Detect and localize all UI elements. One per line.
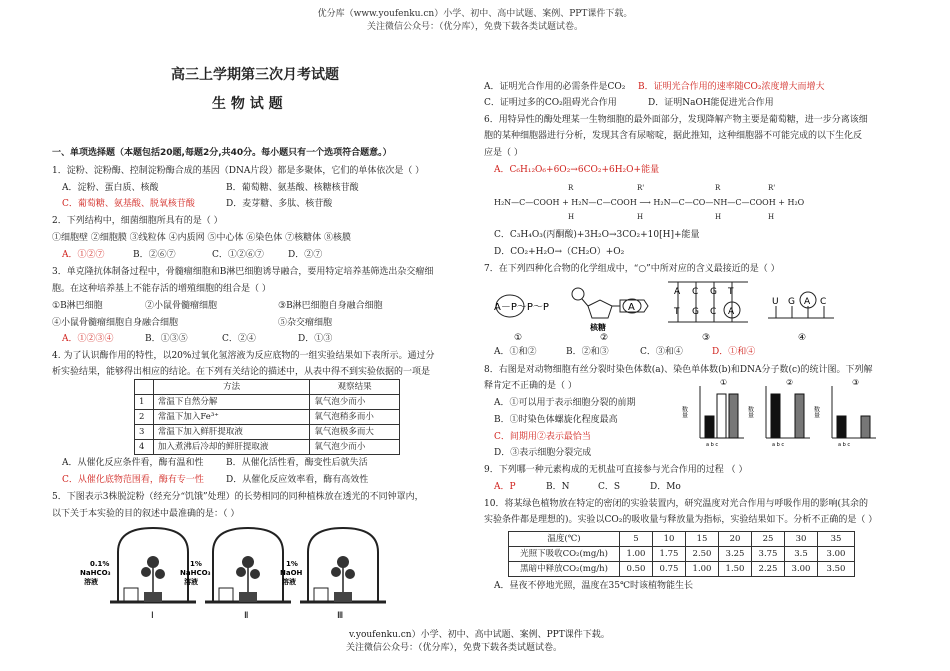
q10-r2-4: 1.50 [719, 562, 752, 577]
q6-r-prod-left: R [715, 184, 721, 192]
q8-bar-1-c [729, 394, 738, 438]
bell-jar-1 [110, 528, 196, 602]
q9-option-b: B．N [546, 482, 570, 492]
q5-option-b: B．证明光合作用的速率随CO₂浓度增大而增大 [638, 82, 825, 92]
bell-jar-2 [205, 528, 291, 602]
q10-r2-0: 黑暗中释放CO₂(mg/h) [509, 562, 620, 577]
q3-item-1: ①B淋巴细胞 [52, 301, 103, 311]
q1-option-b: B．葡萄糖、氨基酸、核糖核苷酸 [226, 183, 359, 193]
page-subtitle: 生 物 试 题 [212, 96, 283, 112]
q7-stem: 7．在下列四种化合物的化学组成中，“○”中所对应的含义最接近的是（ ） [484, 264, 780, 274]
jar3-numeral: Ⅲ [337, 611, 344, 621]
q7-fig3-bottom-4: A [728, 307, 735, 317]
q5-bell-jar-figure [78, 522, 408, 622]
jar2-label-1: 1% [190, 560, 202, 568]
q7-label-4: ④ [798, 333, 807, 343]
q6-h-prod-left: H [715, 213, 722, 221]
q8-stem-2: 释肯定不正确的是（ ） [484, 381, 577, 391]
q10-h-6: 30 [785, 532, 818, 547]
q3-option-b: B．①③⑤ [145, 334, 188, 344]
q8-panel-2 [747, 378, 811, 448]
q8-panel-3 [813, 378, 877, 448]
q9-option-d: D．Mo [650, 482, 681, 492]
q3-stem-2: 胞。在这种培养基上不能存活的增殖细胞的组合是（ ） [52, 284, 271, 294]
q1-option-a: A．淀粉、蛋白质、核酸 [62, 183, 159, 193]
q10-r1-0: 光照下吸收CO₂(mg/h) [509, 547, 620, 562]
q4-option-b: B．从催化活性看，酶变性后就失活 [226, 458, 368, 468]
q4-row3-no: 3 [135, 425, 154, 440]
q7-fig3-top-2: C [692, 287, 699, 297]
q7-option-c: C．③和④ [640, 347, 683, 357]
jar1-numeral: Ⅰ [151, 611, 154, 621]
q7-fig2-base: A [628, 302, 635, 313]
q2-stem: 2．下列结构中，细菌细胞所具有的是（ ） [52, 216, 223, 226]
q10-r2-6: 3.00 [785, 562, 818, 577]
q8-bar-3-a [837, 416, 846, 438]
q4-row4-no: 4 [135, 440, 154, 455]
q6-stem-2: 胞的某种细胞器进行分析，发现其含有尿嘧啶，据此推知，这种细胞器不可能完成的以下生化反 [484, 131, 863, 141]
q7-fig3-top-3: G [710, 287, 717, 297]
q10-h-2: 10 [653, 532, 686, 547]
q4-row3-result: 氧气泡极多而大 [310, 425, 400, 440]
q10-h-7: 35 [818, 532, 855, 547]
q10-r1-7: 3.00 [818, 547, 855, 562]
q10-r2-7: 3.50 [818, 562, 855, 577]
q7-compound-figure [484, 278, 844, 346]
q8-ylabel-2: 数量 [746, 406, 754, 418]
q8-bar-1-b [717, 394, 726, 438]
header-line-2: 关注微信公众号：（优分库），免费下载各类试题试卷。 [366, 22, 583, 32]
q4-stem-1: 4. 为了认识酶作用的特性，以20%过氧化氢溶液为反应底物的一组实验结果如下表所示。通过分 [52, 351, 435, 361]
q8-xlabel-1: a b c [706, 442, 719, 448]
q8-option-d: D．③表示细胞分裂完成 [494, 448, 592, 458]
q10-r2-3: 1.00 [686, 562, 719, 577]
q8-panel-label-1: ① [720, 378, 728, 387]
q8-panel-label-3: ③ [852, 378, 860, 387]
q10-r2-2: 0.75 [653, 562, 686, 577]
jar1-label-2: NaHCO₃ [80, 569, 111, 577]
q4-row3-method: 常温下加入鲜肝提取液 [153, 425, 309, 440]
q6-option-c: C．C₃H₄O₃(丙酮酸)+3H₂O→3CO₂+10[H]+能量 [494, 230, 700, 240]
q9-option-a: A．P [494, 482, 516, 492]
q7-fig3-top-1: A [674, 287, 681, 297]
q10-r1-5: 3.75 [752, 547, 785, 562]
page-title: 高三上学期第三次月考试题 [171, 67, 339, 83]
q7-fig4-3: A [804, 297, 811, 307]
q8-panel-label-2: ② [786, 378, 794, 387]
q9-option-c: C．S [598, 482, 621, 492]
jar1-label-1: 0.1% [90, 560, 110, 568]
q7-option-b: B．②和③ [566, 347, 609, 357]
q7-fig1-atp [494, 295, 549, 317]
q4-row4-method: 加入煮沸后冷却的鲜肝提取液 [153, 440, 309, 455]
jar2-numeral: Ⅱ [244, 611, 249, 621]
q4-row4-result: 氧气泡少而小 [310, 440, 400, 455]
q2-option-d: D．②⑦ [288, 250, 323, 260]
q5-option-a: A．证明光合作用的必需条件是CO₂ [484, 82, 626, 92]
q3-item-3: ③B淋巴细胞自身融合细胞 [278, 301, 383, 311]
q6-r-left: R [568, 184, 574, 192]
footer-line-1: v.youfenku.cn）小学、初中、高中试题、案例、PPT课件下载。 [349, 630, 610, 640]
q10-r2-5: 2.25 [752, 562, 785, 577]
q6-r-prod-right: R' [768, 184, 776, 192]
q3-option-c: C．②④ [222, 334, 256, 344]
q8-ylabel-1: 数量 [680, 406, 688, 418]
q10-h-5: 25 [752, 532, 785, 547]
q2-items: ①细胞壁 ②细胞膜 ③线粒体 ④内质网 ⑤中心体 ⑥染色体 ⑦核糖体 ⑧核膜 [52, 233, 352, 243]
q9-stem: 9．下列哪一种元素构成的无机盐可直接参与光合作用的过程 （ ） [484, 465, 748, 475]
q3-stem-1: 3．单克隆抗体制备过程中，骨髓瘤细胞和B淋巴细胞诱导融合，要用特定培养基筛选出杂交瘤细 [52, 267, 434, 277]
q8-ylabel-3: 数量 [812, 406, 820, 418]
q2-option-a: A．①②⑦ [62, 250, 105, 260]
header-line-1: 优分库（www.youfenku.cn）小学、初中、高中试题、案例、PPT课件下载。 [317, 9, 633, 19]
q4-row2-method: 常温下加入Fe³⁺ [153, 410, 309, 425]
q10-table [508, 531, 855, 577]
q6-h-right: H [637, 213, 644, 221]
q10-h-0: 温度(℃) [509, 532, 620, 547]
jar2-label-2: NaHCO₃ [180, 569, 211, 577]
q10-h-4: 20 [719, 532, 752, 547]
q4-row1-method: 常温下自然分解 [153, 395, 309, 410]
q8-option-c: C．间期用②表示最恰当 [494, 432, 591, 442]
q7-option-d: D．①和④ [712, 347, 756, 357]
q5-stem-1: 5．下图表示3株脱淀粉（经充分“饥饿”处理）的长势相同的同种植株放在透光的不同钟罩内， [52, 492, 424, 502]
q8-bar-charts [680, 376, 880, 456]
q3-item-5: ⑤杂交瘤细胞 [278, 318, 333, 328]
q7-fig3-top-4: T [728, 287, 734, 297]
q10-h-1: 5 [620, 532, 653, 547]
q10-stem-1: 10．将某绿色植物放在特定的密闭的实验装置内，研究温度对光合作用与呼吸作用的影响(其余的 [484, 499, 868, 509]
q2-option-c: C．①②⑥⑦ [212, 250, 264, 260]
q7-fig2-label: 核糖 [590, 323, 606, 332]
bell-jar-3 [300, 528, 386, 602]
q7-fig3-bottom-1: T [674, 307, 680, 317]
q6-stem-1: 6．用特异性的酶处理某一生物细胞的最外面部分，发现降解产物主要是葡萄糖，进一步分离该细 [484, 115, 868, 125]
q6-h-prod-right: H [768, 213, 775, 221]
q8-stem-1: 8．右图是对动物细胞有丝分裂时染色体数(a)、染色单体数(b)和DNA分子数(c)的统计图。下列解 [484, 365, 873, 375]
q10-r1-6: 3.5 [785, 547, 818, 562]
q6-r-right: R' [637, 184, 645, 192]
q5-stem-2: 以下关于本实验的目的叙述中最准确的是：（ ） [52, 509, 240, 519]
q10-h-3: 15 [686, 532, 719, 547]
q7-fig4-rna [768, 292, 834, 318]
q3-item-2: ②小鼠骨髓瘤细胞 [145, 301, 218, 311]
q6-option-b-formula: H₂N—C—COOH + H₂N—C—COOH ⟶ H₂N—C—CO—NH—C—COOH + H₂O [494, 198, 805, 207]
q6-option-d: D．CO₂+H₂O→（CH₂O）+O₂ [494, 247, 625, 257]
q7-fig3-bottom-3: C [710, 307, 717, 317]
q8-panel-1 [681, 378, 745, 448]
q10-r2-1: 0.50 [620, 562, 653, 577]
q6-h-left: H [568, 213, 575, 221]
q7-fig4-1: U [772, 297, 779, 307]
q8-bar-1-a [705, 416, 714, 438]
q4-option-d: D．从催化反应效率看，酶有高效性 [226, 475, 369, 485]
q1-option-d: D．麦芽糖、多肽、核苷酸 [226, 199, 333, 209]
q1-stem: 1．淀粉、淀粉酶、控制淀粉酶合成的基因（DNA片段）都是多聚体，它们的单体依次是（ ） [52, 166, 425, 176]
q5-option-d: D．证明NaOH能促进光合作用 [648, 98, 774, 108]
q7-fig3-bottom-2: G [692, 307, 699, 317]
q8-bar-3-c [861, 416, 870, 438]
q10-r1-4: 3.25 [719, 547, 752, 562]
q3-item-4: ④小鼠骨髓瘤细胞自身融合细胞 [52, 318, 179, 328]
q6-option-a: A．C₆H₁₂O₆+6O₂→6CO₂+6H₂O+能量 [494, 165, 660, 175]
q4-table [134, 379, 400, 455]
q7-option-a: A．①和② [494, 347, 537, 357]
q4-col-method: 方法 [153, 380, 309, 395]
q7-fig4-2: G [788, 297, 795, 307]
q8-option-b: B．①时染色体螺旋化程度最高 [494, 415, 618, 425]
jar3-label-2: NaOH [280, 569, 303, 577]
jar3-label-3: 溶液 [282, 578, 296, 586]
footer-line-2: 关注微信公众号：（优分库），免费下载各类试题试卷。 [346, 643, 563, 653]
q8-xlabel-2: a b c [772, 442, 785, 448]
q7-fig1-text: A－P～P～P [494, 302, 549, 313]
q8-bar-2-c [795, 394, 804, 438]
q10-r1-2: 1.75 [653, 547, 686, 562]
q4-row1-no: 1 [135, 395, 154, 410]
q7-fig2-nucleotide [572, 288, 648, 332]
q4-row1-result: 氧气泡少而小 [310, 395, 400, 410]
q3-option-d: D．①③ [298, 334, 333, 344]
q2-option-b: B．②⑥⑦ [133, 250, 176, 260]
q10-stem-2: 实验条件都是理想的)。实验以CO₂的吸收量与释放量为指标，实验结果如下。分析不正确的是（ ） [484, 515, 878, 525]
jar1-label-3: 溶液 [84, 578, 98, 586]
q4-option-c: C．从催化底物范围看，酶有专一性 [62, 475, 204, 485]
q3-option-a: A．①②③④ [62, 334, 114, 344]
q8-option-a: A．①可以用于表示细胞分裂的前期 [494, 398, 636, 408]
q7-label-1: ① [514, 333, 523, 343]
q7-fig3-dna [668, 282, 748, 322]
q4-col-result: 观察结果 [310, 380, 400, 395]
q8-bar-2-a [771, 394, 780, 438]
q10-r1-1: 1.00 [620, 547, 653, 562]
section-heading: 一、单项选择题（本题包括20题,每题2分,共40分。每小题只有一个选项符合题意。） [52, 148, 392, 158]
jar2-label-3: 溶液 [184, 578, 198, 586]
q10-option-a: A．昼夜不停地光照，温度在35℃时该植物能生长 [494, 581, 694, 591]
q4-row2-no: 2 [135, 410, 154, 425]
q5-option-c: C．证明过多的CO₂阻碍光合作用 [484, 98, 617, 108]
q4-row2-result: 氧气泡稍多而小 [310, 410, 400, 425]
q4-table-corner [135, 380, 154, 395]
jar3-label-1: 1% [286, 560, 298, 568]
q4-option-a: A．从催化反应条件看，酶有温和性 [62, 458, 204, 468]
q8-xlabel-3: a b c [838, 442, 851, 448]
q7-label-3: ③ [702, 333, 711, 343]
q10-r1-3: 2.50 [686, 547, 719, 562]
q7-fig4-4: C [820, 297, 827, 307]
q1-option-c: C．葡萄糖、氨基酸、脱氧核苷酸 [62, 199, 195, 209]
q7-label-2: ② [600, 333, 609, 343]
q6-stem-3: 应是（ ） [484, 148, 523, 158]
q4-stem-2: 析实验结果，能够得出相应的结论。在下列有关结论的描述中，从表中得不到实验依据的一项是 [52, 367, 431, 377]
